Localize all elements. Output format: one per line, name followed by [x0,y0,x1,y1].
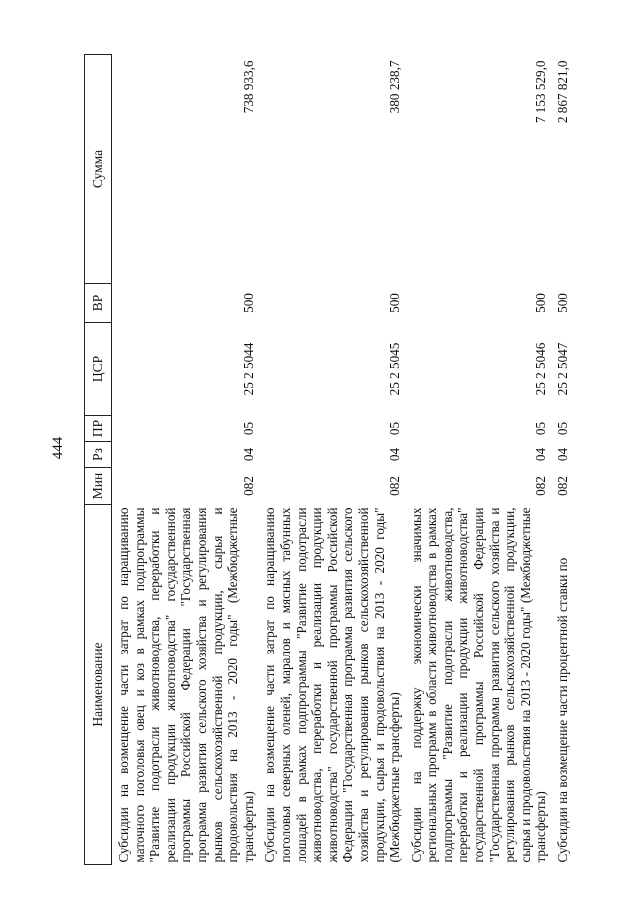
row-sum: 380 238,7 [387,60,403,114]
table-row [112,55,259,865]
row-vr: 500 [240,293,256,313]
row-min: 082 [555,476,571,496]
table-header-row [85,55,112,865]
row-csr: 25 2 5046 [533,342,549,396]
table-row [551,55,573,865]
header-name: Наименование [85,505,112,865]
row-name: Субсидии на поддержку экономически значимых региональных программ в области животноводства в рамках подпрограммы "Развитие подотрасли животноводства, переработки и реализации продукции животноводства" государственной программы Российской Федерации "Государственная программа развития сельского хозяйства и регулирования рынков сельскохозяйственной продукции, сырья и продовольствия на 2013 - 2020 годы" (Межбюджетные трансферты) [408,507,549,863]
row-name: Субсидии на возмещение части затрат по наращиванию маточного поголовья овец и коз в рамках подпрограммы "Развитие подотрасли животноводства, переработки и реализации продукции животноводства" государственной программы Российской Федерации "Государственная программа развития сельского хозяйства и регулирования рынков сельскохозяйственной продукции, сырья и продовольствия на 2013 - 2020 годы" (Межбюджетные трансферты) [116,507,256,863]
row-name: Субсидии на возмещение части процентной ставки по [555,557,571,863]
budget-table-rotated [84,55,594,865]
row-csr: 25 2 5047 [555,342,571,396]
header-min: Мин [85,468,112,505]
header-sum: Сумма [85,55,112,284]
row-rz: 04 [240,447,256,462]
row-sum: 7 153 529,0 [533,60,549,124]
row-pr: 05 [533,421,549,436]
table-row [405,55,551,865]
row-min: 082 [240,476,256,496]
header-csr: ЦСР [85,323,112,416]
row-vr: 500 [387,293,403,313]
row-csr: 25 2 5045 [387,342,403,396]
header-rz: Рз [85,442,112,468]
row-pr: 05 [240,421,256,436]
row-name: Субсидии на возмещение части затрат по наращиванию поголовья северных оленей, маралов и мясных табунных лошадей в рамках подпрограммы "Развитие подотрасли животноводства, переработки и реализации продукции животноводства" государственной программы Российской Федерации "Государственная программа развития сельского хозяйства и регулирования рынков сельскохозяйственной продукции, сырья и продовольствия на 2013 - 2020 годы" (Межбюджетные трансферты) [262,507,403,863]
row-rz: 04 [533,447,549,462]
row-vr: 500 [555,293,571,313]
row-sum: 738 933,6 [240,60,256,114]
row-csr: 25 2 5044 [240,342,256,396]
header-pr: ПР [85,416,112,442]
row-rz: 04 [555,447,571,462]
row-pr: 05 [387,421,403,436]
table-row [258,55,404,865]
row-min: 082 [533,476,549,496]
row-sum: 2 867 821,0 [555,60,571,124]
row-min: 082 [387,476,403,496]
header-vr: ВР [85,284,112,323]
page-number: 444 [50,436,66,460]
row-rz: 04 [387,447,403,462]
row-vr: 500 [533,293,549,313]
budget-table [84,54,573,865]
row-pr: 05 [555,421,571,436]
